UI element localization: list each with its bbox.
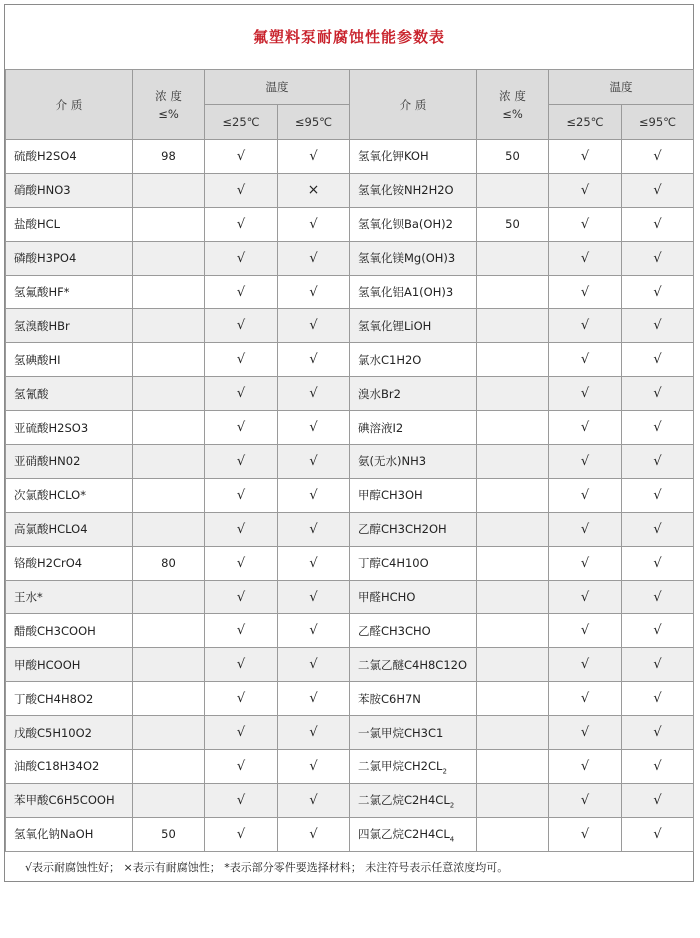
medium-name-text: 苯胺C6H7N: [358, 691, 421, 706]
concentration-value-left: 50: [133, 817, 205, 851]
check-mark-t95-left: √: [278, 140, 350, 174]
medium-name-text: 甲醛HCHO: [358, 590, 416, 605]
check-mark-t95-left: √: [278, 478, 350, 512]
table-row: [6, 682, 694, 716]
medium-name-right: [350, 275, 477, 309]
medium-name-subscript: 4: [449, 834, 455, 843]
concentration-value-left: [133, 648, 205, 682]
medium-name-text: 氢氧化铝A1(OH)3: [358, 285, 454, 299]
check-mark-t95-right: √: [622, 343, 694, 377]
medium-name-text: 硝酸HNO3: [14, 183, 71, 198]
medium-name-right: [350, 377, 477, 411]
check-mark-t25-right: √: [549, 445, 622, 479]
page-title: 氟塑料泵耐腐蚀性能参数表: [252, 28, 445, 46]
table-row: [6, 512, 694, 546]
table-row: [6, 377, 694, 411]
medium-name-right: [350, 309, 477, 343]
table-row: [6, 750, 694, 784]
concentration-value-left: [133, 682, 205, 716]
corrosion-table: [5, 69, 694, 852]
check-mark-t25-left: √: [205, 343, 278, 377]
check-mark-t95-right: √: [622, 275, 694, 309]
check-mark-t25-right: √: [549, 377, 622, 411]
check-mark-t25-left: √: [205, 309, 278, 343]
check-mark-t95-right: √: [622, 546, 694, 580]
concentration-value-right: 50: [477, 207, 549, 241]
check-mark-t25-left: √: [205, 445, 278, 479]
check-mark-t95-right: √: [622, 377, 694, 411]
header-temperature-right: 温度: [549, 70, 694, 105]
concentration-value-right: [477, 478, 549, 512]
medium-name-text: 二氯乙醚C4H8C12O: [358, 657, 468, 672]
medium-name-left: [6, 750, 133, 784]
table-body: [6, 140, 694, 852]
concentration-value-right: [477, 411, 549, 445]
concentration-value-right: [477, 614, 549, 648]
medium-name-right: [350, 682, 477, 716]
check-mark-t25-right: √: [549, 140, 622, 174]
medium-name-left: [6, 817, 133, 851]
table-row: [6, 817, 694, 851]
concentration-value-right: [477, 546, 549, 580]
medium-name-text: 亚硝酸HN02: [14, 454, 81, 469]
medium-name-text: 苯甲酸C6H5COOH: [14, 793, 115, 808]
medium-name-right: [350, 207, 477, 241]
medium-name-text: 硫酸H2SO4: [14, 149, 77, 164]
concentration-value-left: [133, 241, 205, 275]
check-mark-t25-left: √: [205, 173, 278, 207]
medium-name-text: 氢氧化钾KOH: [358, 149, 429, 164]
concentration-value-left: 80: [133, 546, 205, 580]
medium-name-text: 油酸C18H34O2: [14, 759, 100, 774]
table-row: [6, 546, 694, 580]
table-row: [6, 783, 694, 817]
medium-name-right: [350, 173, 477, 207]
medium-name-right: [350, 716, 477, 750]
check-mark-t25-left: √: [205, 411, 278, 445]
medium-name-text: 一氯甲烷CH3C1: [358, 725, 444, 740]
header-t95-left: ≤95℃: [278, 105, 350, 140]
medium-name-right: [350, 546, 477, 580]
medium-name-text: 亚硫酸H2SO3: [14, 420, 89, 435]
medium-name-left: [6, 343, 133, 377]
medium-name-text: 盐酸HCL: [14, 217, 61, 232]
check-mark-t25-left: √: [205, 750, 278, 784]
check-mark-t25-right: √: [549, 648, 622, 682]
medium-name-text: 氢氰酸: [14, 386, 49, 401]
table-row: [6, 140, 694, 174]
concentration-value-right: 50: [477, 140, 549, 174]
check-mark-t95-left: √: [278, 377, 350, 411]
concentration-value-left: [133, 173, 205, 207]
check-mark-t95-left: √: [278, 614, 350, 648]
concentration-value-right: [477, 241, 549, 275]
concentration-value-left: [133, 716, 205, 750]
medium-name-left: [6, 241, 133, 275]
check-mark-t95-right: √: [622, 716, 694, 750]
concentration-value-right: [477, 716, 549, 750]
medium-name-left: [6, 140, 133, 174]
medium-name-text: 氢氧化铵NH2H2O: [358, 183, 454, 198]
check-mark-t95-right: √: [622, 648, 694, 682]
check-mark-t95-right: √: [622, 580, 694, 614]
medium-name-left: [6, 478, 133, 512]
check-mark-t25-right: √: [549, 512, 622, 546]
check-mark-t25-left: √: [205, 512, 278, 546]
check-mark-t25-right: √: [549, 546, 622, 580]
check-mark-t25-right: √: [549, 580, 622, 614]
concentration-value-right: [477, 377, 549, 411]
medium-name-left: [6, 275, 133, 309]
check-mark-t25-left: √: [205, 377, 278, 411]
concentration-value-left: [133, 478, 205, 512]
concentration-value-left: [133, 750, 205, 784]
concentration-value-left: [133, 275, 205, 309]
medium-name-right: [350, 614, 477, 648]
table-row: [6, 478, 694, 512]
concentration-value-left: [133, 512, 205, 546]
concentration-value-right: [477, 648, 549, 682]
table-row: [6, 309, 694, 343]
header-t95-right: ≤95℃: [622, 105, 694, 140]
medium-name-left: [6, 173, 133, 207]
check-mark-t95-left: √: [278, 817, 350, 851]
table-row: [6, 445, 694, 479]
check-mark-t95-left: √: [278, 682, 350, 716]
concentration-value-left: 98: [133, 140, 205, 174]
medium-name-text: 氢氧化钠NaOH: [14, 827, 94, 842]
medium-name-text: 氢氟酸HF*: [14, 285, 70, 299]
check-mark-t95-right: √: [622, 140, 694, 174]
check-mark-t95-left: √: [278, 275, 350, 309]
medium-name-text: 乙醇CH3CH2OH: [358, 522, 447, 537]
check-mark-t25-left: √: [205, 546, 278, 580]
table-row: [6, 207, 694, 241]
check-mark-t25-right: √: [549, 682, 622, 716]
medium-name-right: [350, 343, 477, 377]
header-concentration-left: [133, 70, 205, 140]
medium-name-text: 甲醇CH3OH: [358, 488, 423, 503]
table-row: [6, 411, 694, 445]
table-row: [6, 241, 694, 275]
check-mark-t95-right: √: [622, 817, 694, 851]
table-row: [6, 648, 694, 682]
medium-name-text: 四氯乙烷C2H4CL: [358, 826, 450, 841]
medium-name-text: 碘溶液I2: [358, 420, 404, 435]
concentration-value-right: [477, 275, 549, 309]
check-mark-t95-right: √: [622, 173, 694, 207]
header-concentration-label: 浓 度: [499, 88, 526, 103]
check-mark-t25-left: √: [205, 614, 278, 648]
medium-name-left: [6, 512, 133, 546]
medium-name-text: 氢氧化镁Mg(OH)3: [358, 251, 456, 266]
concentration-value-right: [477, 817, 549, 851]
check-mark-t25-right: √: [549, 241, 622, 275]
medium-name-left: [6, 716, 133, 750]
concentration-value-left: [133, 309, 205, 343]
check-mark-t95-right: √: [622, 614, 694, 648]
medium-name-left: [6, 614, 133, 648]
check-mark-t95-right: √: [622, 783, 694, 817]
cross-mark-t95-left: ×: [278, 173, 350, 207]
medium-name-left: [6, 546, 133, 580]
check-mark-t95-right: √: [622, 309, 694, 343]
check-mark-t95-right: √: [622, 411, 694, 445]
medium-name-text: 丁醇C4H10O: [358, 556, 429, 571]
medium-name-left: [6, 580, 133, 614]
check-mark-t25-right: √: [549, 309, 622, 343]
concentration-value-left: [133, 445, 205, 479]
medium-name-subscript: 2: [442, 767, 447, 776]
concentration-value-right: [477, 783, 549, 817]
check-mark-t95-right: √: [622, 207, 694, 241]
check-mark-t25-left: √: [205, 716, 278, 750]
check-mark-t95-left: √: [278, 512, 350, 546]
check-mark-t25-right: √: [549, 207, 622, 241]
medium-name-right: [350, 817, 477, 851]
header-concentration-label: 浓 度: [155, 88, 182, 103]
medium-name-right: [350, 411, 477, 445]
check-mark-t95-right: √: [622, 750, 694, 784]
check-mark-t95-left: √: [278, 445, 350, 479]
table-row: [6, 173, 694, 207]
check-mark-t25-left: √: [205, 580, 278, 614]
check-mark-t95-left: √: [278, 750, 350, 784]
check-mark-t95-left: √: [278, 783, 350, 817]
medium-name-text: 次氯酸HCLO*: [14, 488, 86, 503]
table-row: [6, 343, 694, 377]
check-mark-t95-left: √: [278, 207, 350, 241]
check-mark-t95-left: √: [278, 241, 350, 275]
medium-name-text: 氯水C1H2O: [358, 352, 422, 367]
medium-name-text: 二氯甲烷CH2CL: [358, 758, 443, 773]
medium-name-left: [6, 207, 133, 241]
header-concentration-unit: ≤%: [158, 106, 179, 121]
check-mark-t25-right: √: [549, 478, 622, 512]
medium-name-left: [6, 783, 133, 817]
medium-name-right: [350, 478, 477, 512]
medium-name-text: 氢溴酸HBr: [14, 318, 70, 333]
table-frame: [4, 4, 694, 882]
table-row: [6, 580, 694, 614]
concentration-value-left: [133, 614, 205, 648]
medium-name-text: 铬酸H2CrO4: [14, 556, 83, 571]
medium-name-right: [350, 140, 477, 174]
medium-name-text: 氢氧化钡Ba(OH)2: [358, 217, 453, 232]
check-mark-t95-left: √: [278, 580, 350, 614]
check-mark-t25-left: √: [205, 140, 278, 174]
header-medium-left: 介 质: [6, 70, 133, 140]
header-t25-left: ≤25℃: [205, 105, 278, 140]
concentration-value-left: [133, 580, 205, 614]
concentration-value-right: [477, 512, 549, 546]
table-row: [6, 716, 694, 750]
medium-name-right: [350, 783, 477, 817]
check-mark-t95-left: √: [278, 648, 350, 682]
medium-name-right: [350, 580, 477, 614]
medium-name-left: [6, 377, 133, 411]
concentration-value-left: [133, 207, 205, 241]
check-mark-t95-left: √: [278, 716, 350, 750]
medium-name-right: [350, 648, 477, 682]
medium-name-right: [350, 512, 477, 546]
check-mark-t95-right: √: [622, 478, 694, 512]
medium-name-text: 磷酸H3PO4: [14, 251, 77, 266]
concentration-value-right: [477, 445, 549, 479]
medium-name-left: [6, 309, 133, 343]
check-mark-t25-left: √: [205, 783, 278, 817]
table-row: [6, 275, 694, 309]
check-mark-t95-right: √: [622, 682, 694, 716]
check-mark-t25-left: √: [205, 648, 278, 682]
check-mark-t25-right: √: [549, 817, 622, 851]
check-mark-t25-left: √: [205, 478, 278, 512]
check-mark-t25-right: √: [549, 750, 622, 784]
legend-note: √表示耐腐蚀性好； ×表示有耐腐蚀性； *表示部分零件要选择材料； 未注符号表示任意浓度均可。: [25, 861, 509, 874]
concentration-value-left: [133, 783, 205, 817]
medium-name-left: [6, 648, 133, 682]
check-mark-t25-left: √: [205, 275, 278, 309]
check-mark-t95-left: √: [278, 309, 350, 343]
header-row-1: [6, 70, 694, 105]
check-mark-t95-right: √: [622, 512, 694, 546]
check-mark-t25-left: √: [205, 817, 278, 851]
concentration-value-right: [477, 343, 549, 377]
check-mark-t95-left: √: [278, 411, 350, 445]
check-mark-t95-right: √: [622, 445, 694, 479]
check-mark-t25-left: √: [205, 682, 278, 716]
header-t25-right: ≤25℃: [549, 105, 622, 140]
medium-name-left: [6, 682, 133, 716]
medium-name-text: 氢碘酸HI: [14, 352, 61, 367]
concentration-value-right: [477, 580, 549, 614]
medium-name-text: 醋酸CH3COOH: [14, 623, 96, 638]
check-mark-t25-right: √: [549, 173, 622, 207]
concentration-value-right: [477, 173, 549, 207]
check-mark-t25-right: √: [549, 275, 622, 309]
header-medium-right: 介 质: [350, 70, 477, 140]
medium-name-right: [350, 445, 477, 479]
medium-name-left: [6, 445, 133, 479]
medium-name-text: 高氯酸HCLO4: [14, 522, 88, 537]
medium-name-text: 王水*: [14, 590, 43, 605]
medium-name-text: 二氯乙烷C2H4CL: [358, 792, 450, 807]
medium-name-text: 乙醛CH3CHO: [358, 623, 431, 638]
header-temperature-left: 温度: [205, 70, 350, 105]
concentration-value-left: [133, 377, 205, 411]
check-mark-t25-left: √: [205, 207, 278, 241]
concentration-value-left: [133, 411, 205, 445]
medium-name-subscript: 2: [449, 801, 455, 810]
check-mark-t25-right: √: [549, 614, 622, 648]
medium-name-text: 戊酸C5H10O2: [14, 725, 92, 740]
concentration-value-right: [477, 682, 549, 716]
check-mark-t95-right: √: [622, 241, 694, 275]
medium-name-text: 氨(无水)NH3: [358, 454, 427, 469]
medium-name-text: 氢氧化锂LiOH: [358, 318, 432, 333]
check-mark-t95-left: √: [278, 546, 350, 580]
medium-name-right: [350, 750, 477, 784]
check-mark-t25-right: √: [549, 783, 622, 817]
header-concentration-unit: ≤%: [502, 106, 523, 121]
medium-name-text: 甲酸HCOOH: [14, 657, 81, 672]
table-row: [6, 614, 694, 648]
concentration-value-right: [477, 309, 549, 343]
check-mark-t25-right: √: [549, 716, 622, 750]
check-mark-t25-right: √: [549, 411, 622, 445]
medium-name-text: 丁酸CH4H8O2: [14, 691, 94, 706]
medium-name-left: [6, 411, 133, 445]
check-mark-t25-right: √: [549, 343, 622, 377]
medium-name-text: 溴水Br2: [358, 386, 401, 401]
concentration-value-left: [133, 343, 205, 377]
header-concentration-right: [477, 70, 549, 140]
check-mark-t95-left: √: [278, 343, 350, 377]
medium-name-right: [350, 241, 477, 275]
concentration-value-right: [477, 750, 549, 784]
check-mark-t25-left: √: [205, 241, 278, 275]
